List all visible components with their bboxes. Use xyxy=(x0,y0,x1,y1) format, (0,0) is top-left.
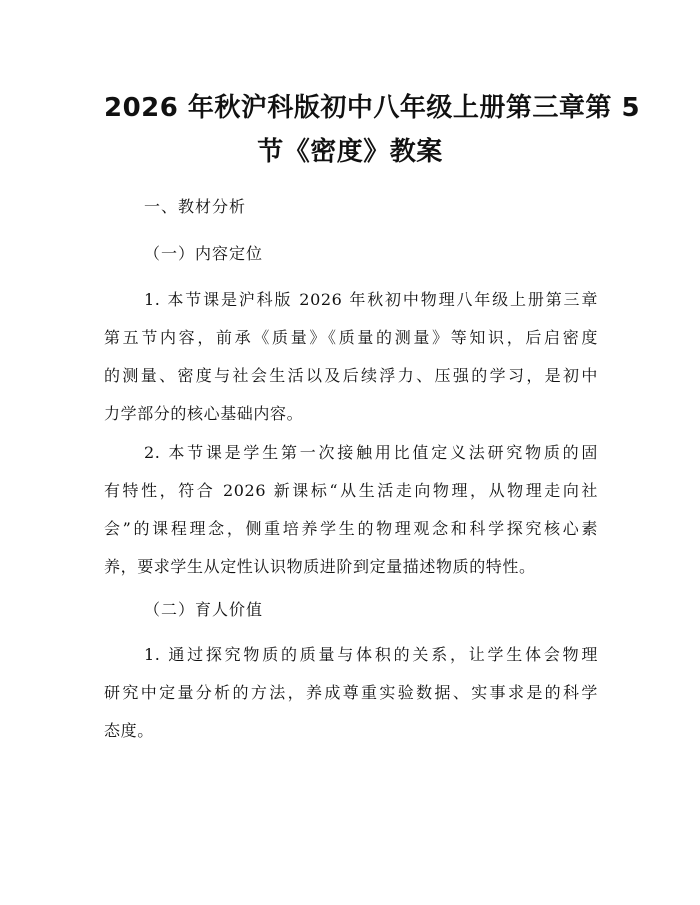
paragraph-line: 1. 本节课是沪科版 2026 年秋初中物理八年级上册第三章 xyxy=(144,290,598,309)
paragraph-line: 态度。 xyxy=(104,721,154,740)
subsection-heading-content-positioning: （一）内容定位 xyxy=(144,244,264,263)
document-title-line-1: 2026 年秋沪科版初中八年级上册第三章第 5 xyxy=(104,93,641,123)
paragraph-line: 有特性，符合 2026 新课标“从生活走向物理，从物理走向社 xyxy=(104,481,598,500)
paragraph-line: 研究中定量分析的方法，养成尊重实验数据、实事求是的科学 xyxy=(104,683,598,702)
document-title-line-2: 节《密度》教案 xyxy=(257,137,443,167)
paragraph-content-positioning-2 xyxy=(104,434,598,586)
paragraph-line: 2. 本节课是学生第一次接触用比值定义法研究物质的固 xyxy=(144,443,598,462)
paragraph-line: 力学部分的核心基础内容。 xyxy=(104,404,304,423)
paragraph-line: 会”的课程理念，侧重培养学生的物理观念和科学探究核心素 xyxy=(104,519,598,538)
paragraph-content-positioning-1 xyxy=(104,281,598,433)
paragraph-line: 第五节内容，前承《质量》《质量的测量》等知识，后启密度 xyxy=(104,328,598,347)
subsection-heading-educational-value: （二）育人价值 xyxy=(144,600,264,619)
paragraph-line: 1. 通过探究物质的质量与体积的关系，让学生体会物理 xyxy=(144,645,598,664)
section-heading-teaching-material-analysis: 一、教材分析 xyxy=(144,197,247,216)
paragraph-line: 养，要求学生从定性认识物质进阶到定量描述物质的特性。 xyxy=(104,557,536,576)
paragraph-line: 的测量、密度与社会生活以及后续浮力、压强的学习，是初中 xyxy=(104,366,598,385)
paragraph-educational-value-1 xyxy=(104,636,598,750)
